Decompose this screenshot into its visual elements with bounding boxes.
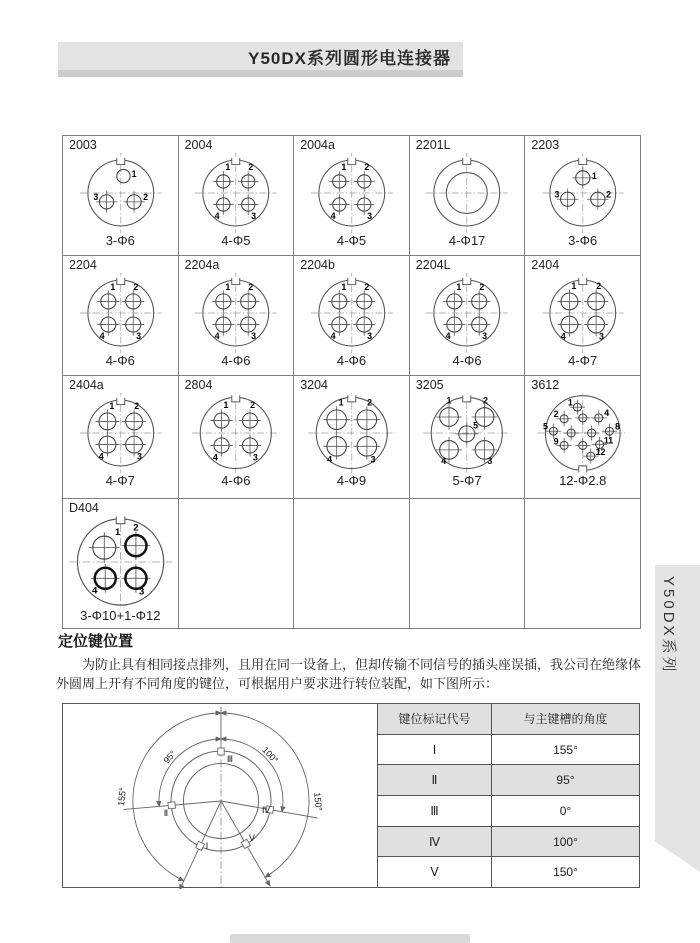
connector-face-diagram [533, 393, 633, 473]
pin-number: 4 [445, 330, 451, 341]
pin-number: 12 [595, 446, 606, 457]
notch-II [168, 802, 176, 809]
pin-number: 1 [223, 399, 229, 410]
connector-cell-2404 [525, 256, 641, 376]
angle-95-label: 95° [161, 748, 179, 766]
table-header-code: 键位标记代号 [378, 704, 492, 734]
connector-model: 3612 [531, 378, 560, 392]
connector-spec: 3-Φ6 [105, 232, 135, 248]
connector-spec: 12-Φ2.8 [559, 472, 607, 488]
pin-number: 1 [456, 281, 462, 292]
key-angle: 150° [553, 865, 578, 880]
table-header-angle: 与主键槽的角度 [523, 712, 608, 727]
connector-spec: 4-Φ5 [221, 232, 251, 248]
connector-face-diagram [71, 273, 171, 353]
connector-cell-3205 [410, 376, 526, 499]
key-code: Ⅱ [378, 765, 492, 795]
pin-number: 4 [604, 407, 610, 418]
key-angle-table [377, 704, 639, 887]
pin-number: 1 [225, 281, 231, 292]
connector-model: 2204b [300, 258, 335, 272]
pin-number: 4 [330, 330, 336, 341]
connector-cell-2204b [294, 256, 410, 376]
connector-model: 2404 [531, 258, 560, 272]
table-row [378, 735, 639, 766]
table-row [378, 765, 639, 796]
pin-number: 3 [136, 451, 142, 462]
pin-number: 4 [441, 455, 447, 466]
title-underline-bar [58, 70, 463, 77]
pin-number: 2 [132, 522, 139, 534]
pin-number: 1 [446, 395, 452, 406]
pin-number: 2 [364, 161, 370, 172]
pin-number: 2 [553, 408, 559, 419]
connector-face-diagram [186, 153, 286, 233]
table-header-row [378, 704, 639, 735]
empty-cell [525, 499, 641, 629]
pin-number: 3 [135, 330, 141, 341]
table-row [378, 857, 639, 887]
label-V: Ⅴ [248, 834, 256, 844]
connector-spec: 4-Φ6 [221, 472, 251, 488]
page-title-bar [58, 42, 463, 70]
angle-155-label: 155° [116, 786, 128, 807]
pin-number: 1 [131, 168, 137, 179]
connector-model: 2204 [69, 258, 97, 272]
pin-number: 4 [560, 331, 566, 342]
connector-layout-grid [62, 135, 641, 629]
pin-number: 2 [250, 399, 256, 410]
pin-number: 1 [108, 400, 114, 411]
connector-face-diagram [417, 153, 517, 233]
arc-150 [221, 713, 309, 877]
pin-number: 1 [109, 281, 115, 292]
connector-cell-2003 [63, 136, 179, 256]
connector-cell-2004 [179, 136, 295, 256]
pin-number: 4 [330, 210, 336, 221]
connector-face-diagram [302, 273, 402, 353]
connector-model: 3205 [415, 378, 444, 392]
connector-cell-2804 [179, 376, 295, 499]
pin-number: 4 [214, 330, 220, 341]
key-code: Ⅰ [378, 735, 492, 765]
empty-cell [410, 499, 526, 629]
connector-cell-2004a [294, 136, 410, 256]
pin-number: 2 [248, 161, 254, 172]
connector-cell-2204 [63, 256, 179, 376]
pin-number: 1 [591, 170, 597, 181]
connector-face-diagram [186, 273, 286, 353]
label-II: Ⅱ [163, 809, 169, 819]
pin-number: 3 [138, 586, 145, 598]
pin-number: 1 [338, 397, 344, 408]
pin-number: 3 [366, 210, 372, 221]
connector-face-diagram [417, 393, 517, 473]
pin-number: 1 [341, 281, 346, 292]
arc-155 [133, 713, 221, 881]
connector-spec: 4-Φ7 [568, 352, 598, 368]
pin-number: 3 [92, 191, 98, 202]
key-code: Ⅳ [378, 827, 492, 857]
pin-number: 4 [212, 452, 218, 463]
label-I: Ⅰ [205, 842, 209, 852]
connector-spec: 4-Φ9 [336, 472, 367, 488]
connector-spec: 4-Φ7 [105, 472, 135, 488]
connector-spec: 4-Φ6 [452, 352, 482, 368]
pin-number: 2 [364, 281, 370, 292]
pin-number: 1 [114, 526, 121, 538]
connector-model: D404 [69, 501, 99, 515]
arc-95 [159, 739, 221, 806]
connector-face-diagram [417, 273, 517, 353]
notch-III [218, 748, 224, 755]
pin-number: 3 [482, 330, 488, 341]
pin-number: 1 [567, 397, 573, 408]
connector-cell-2204L [410, 256, 526, 376]
side-tab-label: Y50DX系列 [660, 576, 677, 675]
label-III: Ⅲ [226, 755, 234, 765]
pin-number: 11 [603, 435, 614, 446]
pin-number: 9 [553, 436, 559, 447]
connector-spec: 4-Φ6 [105, 352, 135, 368]
connector-spec: 4-Φ6 [336, 352, 367, 368]
pin-number: 3 [554, 189, 560, 200]
pin-number: 3 [370, 454, 376, 465]
connector-face-diagram [302, 153, 402, 233]
section-heading: 定位键位置 [58, 633, 134, 650]
connector-face-diagram [71, 393, 171, 473]
connector-model: 2204L [415, 258, 451, 272]
pin-number: 2 [132, 281, 138, 292]
pin-number: 2 [483, 395, 489, 406]
key-code: Ⅴ [378, 857, 492, 887]
angle-100-label: 100° [260, 744, 281, 766]
pin-number: 2 [248, 281, 254, 292]
pin-number: 4 [91, 585, 98, 597]
connector-model: 2804 [184, 378, 213, 392]
pin-number: 4 [98, 451, 104, 462]
table-row [378, 827, 639, 858]
connector-model: 2204a [184, 258, 220, 272]
pin-number: 2 [142, 191, 148, 202]
pin-number: 1 [571, 280, 577, 291]
pin-number: 1 [225, 161, 231, 172]
pin-number: 3 [252, 452, 258, 463]
connector-spec: 4-Φ17 [448, 232, 486, 248]
connector-face-diagram [533, 273, 633, 353]
pin-number: 4 [326, 454, 332, 465]
page-title: Y50DX系列圆形电连接器 [248, 48, 451, 68]
key-angle: 155° [553, 742, 578, 757]
footer-bar [230, 934, 470, 943]
pin-number: 3 [366, 330, 372, 341]
connector-spec: 4-Φ6 [221, 352, 251, 368]
pin-number: 5 [473, 420, 479, 431]
connector-cell-2201L [410, 136, 526, 256]
pin-number: 3 [487, 455, 493, 466]
connector-face-diagram [302, 393, 402, 473]
key-angle: 100° [553, 834, 578, 849]
pin-number: 5 [542, 421, 548, 432]
connector-face-diagram [65, 516, 176, 608]
pin-number: 8 [614, 421, 620, 432]
empty-cell [294, 499, 410, 629]
connector-face-diagram [186, 393, 286, 473]
connector-model: 2004 [184, 138, 213, 152]
pin-number: 2 [605, 189, 611, 200]
connector-spec: 5-Φ7 [452, 472, 482, 488]
arc-100 [221, 739, 283, 812]
key-angle: 0° [559, 803, 572, 818]
connector-model: 2004a [300, 138, 335, 152]
connector-spec: 4-Φ5 [336, 232, 367, 248]
connector-spec: 3-Φ10+1-Φ12 [80, 607, 161, 623]
connector-model: 2201L [415, 138, 451, 152]
section-paragraph: 为防止具有相同接点排列，且用在同一设备上，但却传输不同信号的插头座误插，我公司在绝缘体外圆周上开有不同角度的键位，可根据用户要求进行转位装配，如下图所示： [56, 657, 642, 691]
pin-number: 4 [214, 210, 220, 221]
connector-cell-3612 [525, 376, 641, 499]
connector-model: 2404a [69, 378, 104, 392]
connector-model: 2003 [69, 138, 97, 152]
pin-number: 3 [251, 330, 257, 341]
pin-number: 2 [133, 400, 139, 411]
table-row [378, 796, 639, 827]
pin-number: 3 [598, 331, 604, 342]
connector-face-diagram [71, 153, 171, 233]
connector-cell-3204 [294, 376, 410, 499]
connector-cell-2203 [525, 136, 641, 256]
key-angle: 95° [556, 773, 575, 788]
connector-cell-2204a [179, 256, 295, 376]
label-IV: Ⅳ [261, 806, 271, 816]
pin-number: 2 [596, 280, 602, 291]
connector-model: 3204 [300, 378, 328, 392]
pin-number: 4 [99, 330, 105, 341]
pin-number: 1 [341, 161, 346, 172]
pin-number: 2 [479, 281, 485, 292]
key-code: Ⅲ [378, 796, 492, 826]
connector-cell-2404a [63, 376, 179, 499]
connector-spec: 3-Φ6 [568, 232, 598, 248]
pin-number: 2 [366, 397, 372, 408]
angle-150-label: 150° [312, 791, 324, 812]
notch-I [196, 841, 205, 850]
connector-cell-D404 [63, 499, 179, 629]
pin-number: 3 [251, 210, 257, 221]
connector-face-diagram [533, 153, 633, 233]
connector-model: 2203 [531, 138, 560, 152]
key-position-diagram [63, 704, 379, 889]
key-position-panel [62, 703, 640, 888]
empty-cell [179, 499, 295, 629]
